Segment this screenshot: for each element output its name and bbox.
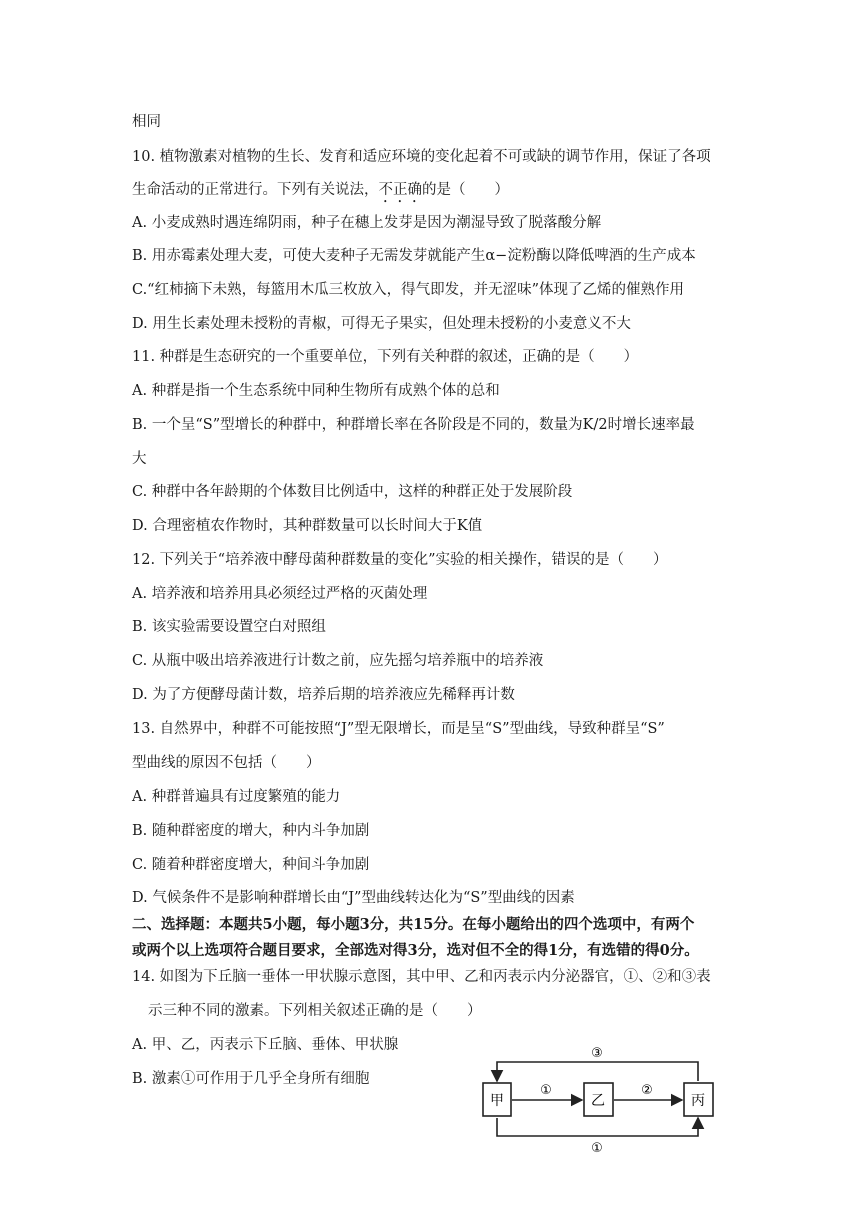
box-jia-label: 甲: [490, 1093, 504, 1109]
section-2-heading-cont: 或两个以上选项符合题目要求，全部选对得3分，选对但不全的得1分，有选错的得0分。: [132, 942, 699, 959]
option-d: D. 为了方便酵母菌计数，培养后期的培养液应先稀释再计数: [132, 687, 515, 703]
emphasis-text: 不正确: [378, 182, 422, 198]
label-hormone-1: ①: [540, 1083, 552, 1098]
option-c: C. 从瓶中吸出培养液进行计数之前，应先摇匀培养瓶中的培养液: [132, 653, 544, 669]
label-hormone-2: ②: [641, 1083, 653, 1098]
arrow-bottom: [497, 1118, 698, 1136]
option-b: B. 一个呈“S”型增长的种群中，种群增长率在各阶段是不同的，数量为K/2时增长速率最: [132, 417, 695, 433]
option-b: B. 该实验需要设置空白对照组: [132, 619, 326, 635]
option-a: A. 种群普遍具有过度繁殖的能力: [132, 789, 341, 805]
hormone-regulation-diagram: [480, 1046, 720, 1196]
option-a: A. 甲、乙，丙表示下丘脑、垂体、甲状腺: [132, 1037, 399, 1053]
option-c: C.“红柿摘下未熟，每篮用木瓜三枚放入，得气即发，并无涩味”体现了乙烯的催熟作用: [132, 282, 685, 298]
question-11-stem: 11. 种群是生态研究的一个重要单位，下列有关种群的叙述，正确的是（ ）: [132, 349, 639, 365]
stem-text: 生命活动的正常进行。下列有关说法，: [132, 182, 379, 198]
option-b: B. 用赤霉素处理大麦，可使大麦种子无需发芽就能产生α−淀粉酶以降低啤酒的生产成本: [132, 248, 696, 264]
option-b: B. 激素①可作用于几乎全身所有细胞: [132, 1071, 370, 1087]
option-d: D. 合理密植农作物时，其种群数量可以长时间大于K值: [132, 518, 483, 534]
label-hormone-3: ③: [591, 1046, 603, 1061]
question-12-stem: 12. 下列关于“培养液中酵母菌种群数量的变化”实验的相关操作，错误的是（ ）: [132, 552, 668, 568]
box-bing-label: 丙: [691, 1093, 705, 1109]
option-d: D. 气候条件不是影响种群增长由“J”型曲线转达化为“S”型曲线的因素: [132, 890, 575, 906]
option-b: B. 随种群密度的增大，种内斗争加剧: [132, 823, 370, 839]
question-14-stem: 14. 如图为下丘脑一垂体一甲状腺示意图，其中甲、乙和丙表示内分泌器官，①、②和③表: [132, 969, 711, 985]
option-c: C. 种群中各年龄期的个体数目比例适中，这样的种群正处于发展阶段: [132, 484, 573, 500]
option-a: A. 种群是指一个生态系统中同种生物所有成熟个体的总和: [132, 383, 500, 399]
section-2-heading: 二、选择题：本题共5小题，每小题3分，共15分。在每小题给出的四个选项中，有两个: [132, 916, 695, 933]
option-c: C. 随着种群密度增大，种间斗争加剧: [132, 857, 370, 873]
question-10-stem: 10. 植物激素对植物的生长、发育和适应环境的变化起着不可或缺的调节作用，保证了各项: [132, 149, 711, 165]
option-a: A. 培养液和培养用具必须经过严格的灭菌处理: [132, 586, 428, 602]
option-d: D. 用生长素处理未授粉的青椒，可得无子果实，但处理未授粉的小麦意义不大: [132, 316, 631, 332]
label-hormone-1-bottom: ①: [591, 1141, 603, 1156]
arrow-top: [497, 1062, 698, 1081]
option-b-cont: 大: [132, 451, 147, 467]
option-a: A. 小麦成熟时遇连绵阴雨，种子在穗上发芽是因为潮湿导致了脱落酸分解: [132, 215, 602, 231]
stem-text: 的是（ ）: [422, 182, 509, 198]
box-yi-label: 乙: [591, 1093, 605, 1109]
question-13-stem-cont: 型曲线的原因不包括（ ）: [132, 755, 321, 771]
question-13-stem: 13. 自然界中，种群不可能按照“J”型无限增长，而是呈“S”型曲线，导致种群呈“S”: [132, 721, 665, 737]
question-14-stem-cont: 示三种不同的激素。下列相关叙述正确的是（ ）: [148, 1003, 482, 1019]
question-10-stem-cont: [132, 180, 732, 206]
text-line: 相同: [132, 114, 161, 130]
